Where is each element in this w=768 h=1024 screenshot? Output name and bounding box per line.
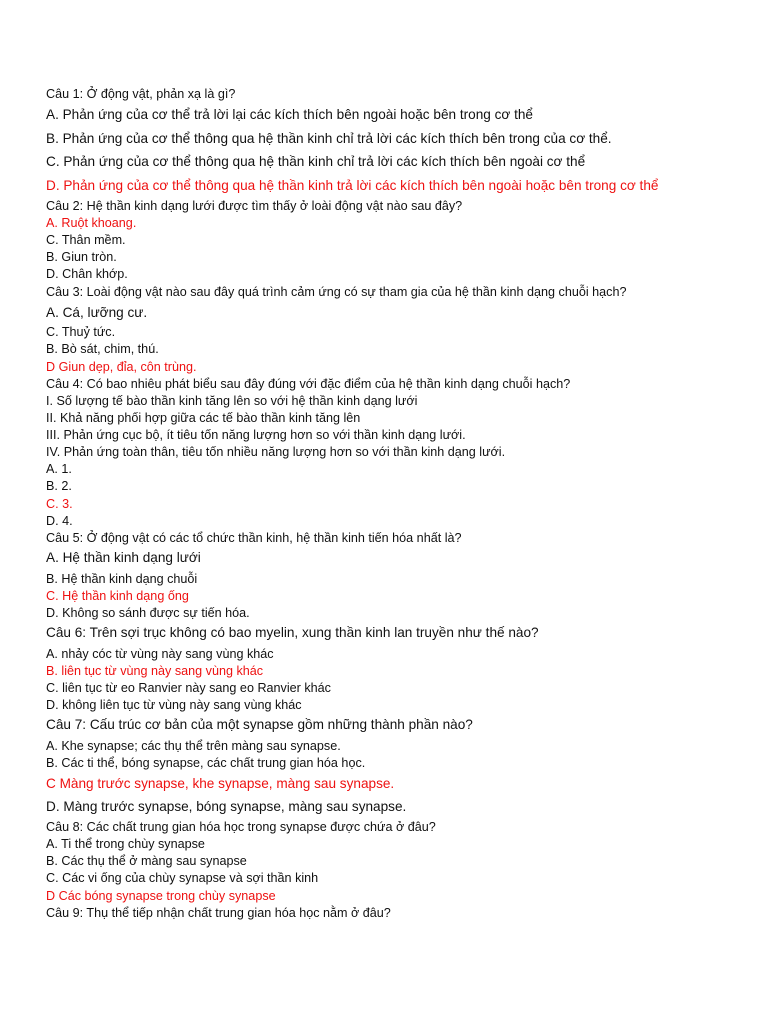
- question-line: Câu 7: Cấu trúc cơ bản của một synapse gồm những thành phần nào?: [46, 717, 473, 732]
- answer-option-line: A. Hệ thần kinh dạng lưới: [46, 550, 201, 565]
- answer-option-line: C. Thân mềm.: [46, 233, 126, 247]
- question-line: Câu 4: Có bao nhiêu phát biểu sau đây đúng với đặc điểm của hệ thần kinh dạng chuỗi hạch?: [46, 377, 571, 391]
- answer-option-line: B. Phản ứng của cơ thể thông qua hệ thần kinh chỉ trả lời các kích thích bên trong của cơ thể.: [46, 131, 612, 146]
- correct-answer-line: C. 3.: [46, 497, 73, 511]
- correct-answer-line: C. Hệ thần kinh dạng ống: [46, 589, 189, 603]
- question-line: Câu 8: Các chất trung gian hóa học trong synapse được chứa ở đâu?: [46, 820, 436, 834]
- answer-option-line: IV. Phản ứng toàn thân, tiêu tốn nhiều năng lượng hơn so với thần kinh dạng lưới.: [46, 445, 506, 459]
- correct-answer-line: A. Ruột khoang.: [46, 216, 137, 230]
- answer-option-line: B. Hệ thần kinh dạng chuỗi: [46, 572, 198, 586]
- question-line: Câu 5: Ở động vật có các tổ chức thần kinh, hệ thần kinh tiến hóa nhất là?: [46, 531, 462, 545]
- correct-answer-line: B. liên tục từ vùng này sang vùng khác: [46, 664, 264, 678]
- correct-answer-line: D Giun dẹp, đỉa, côn trùng.: [46, 360, 197, 374]
- question-line: Câu 9: Thụ thể tiếp nhận chất trung gian hóa học nằm ở đâu?: [46, 906, 391, 920]
- answer-option-line: III. Phản ứng cục bộ, ít tiêu tốn năng lượng hơn so với thần kinh dạng lưới.: [46, 428, 466, 442]
- question-line: Câu 3: Loài động vật nào sau đây quá trình cảm ứng có sự tham gia của hệ thần kinh dạng chuỗi hạch?: [46, 285, 627, 299]
- answer-option-line: A. Ti thể trong chùy synapse: [46, 837, 205, 851]
- answer-option-line: D. không liên tục từ vùng này sang vùng khác: [46, 698, 302, 712]
- answer-option-line: B. Giun tròn.: [46, 250, 117, 264]
- answer-option-line: A. Phản ứng của cơ thể trả lời lại các kích thích bên ngoài hoặc bên trong cơ thể: [46, 107, 533, 122]
- correct-answer-line: C Màng trước synapse, khe synapse, màng sau synapse.: [46, 776, 395, 791]
- answer-option-line: II. Khả năng phối hợp giữa các tế bào thần kinh tăng lên: [46, 411, 361, 425]
- answer-option-line: C. liên tục từ eo Ranvier này sang eo Ranvier khác: [46, 681, 331, 695]
- answer-option-line: A. 1.: [46, 462, 72, 476]
- answer-option-line: A. Cá, lưỡng cư.: [46, 305, 148, 320]
- answer-option-line: C. Thuỷ tức.: [46, 325, 116, 339]
- answer-option-line: D. Màng trước synapse, bóng synapse, màng sau synapse.: [46, 799, 407, 814]
- answer-option-line: B. 2.: [46, 479, 72, 493]
- answer-option-line: C. Các vi ống của chùy synapse và sợi thần kinh: [46, 871, 319, 885]
- correct-answer-line: D. Phản ứng của cơ thể thông qua hệ thần kinh trả lời các kích thích bên ngoài hoặc bên trong cơ thể: [46, 178, 659, 193]
- answer-option-line: D. Chân khớp.: [46, 267, 128, 281]
- answer-option-line: C. Phản ứng của cơ thể thông qua hệ thần kinh chỉ trả lời các kích thích bên ngoài cơ thể: [46, 154, 586, 169]
- question-line: Câu 1: Ở động vật, phản xạ là gì?: [46, 87, 236, 101]
- answer-option-line: B. Các thụ thể ở màng sau synapse: [46, 854, 247, 868]
- correct-answer-line: D Các bóng synapse trong chùy synapse: [46, 889, 276, 903]
- answer-option-line: B. Bò sát, chim, thú.: [46, 342, 159, 356]
- question-line: Câu 2: Hệ thần kinh dạng lưới được tìm thấy ở loài động vật nào sau đây?: [46, 199, 463, 213]
- answer-option-line: B. Các ti thể, bóng synapse, các chất trung gian hóa học.: [46, 756, 366, 770]
- answer-option-line: D. Không so sánh được sự tiến hóa.: [46, 606, 250, 620]
- answer-option-line: I. Số lượng tế bào thần kinh tăng lên so với hệ thần kinh dạng lưới: [46, 394, 418, 408]
- answer-option-line: A. Khe synapse; các thụ thể trên màng sau synapse.: [46, 739, 341, 753]
- answer-option-line: A. nhảy cóc từ vùng này sang vùng khác: [46, 647, 274, 661]
- question-line: Câu 6: Trên sợi trục không có bao myelin, xung thần kinh lan truyền như thế nào?: [46, 625, 539, 640]
- answer-option-line: D. 4.: [46, 514, 73, 528]
